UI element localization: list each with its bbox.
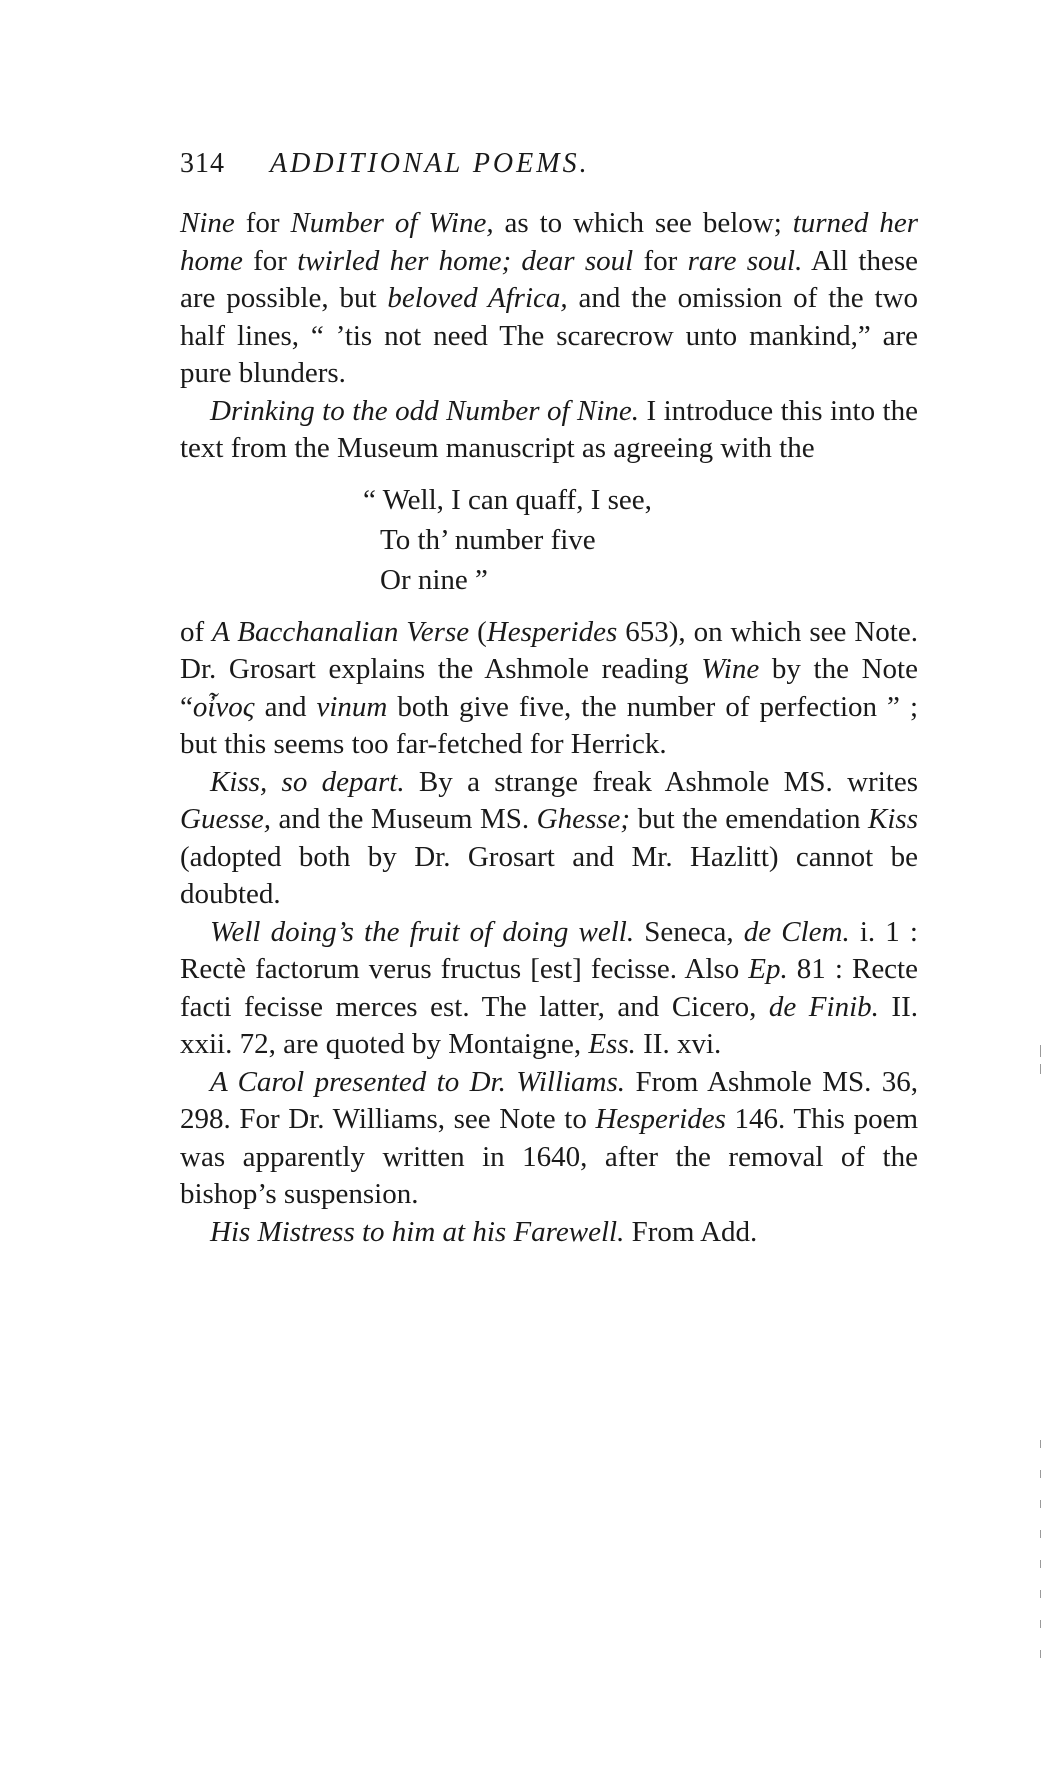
text-italic: Number of Wine,	[290, 207, 494, 239]
margin-scan-mark	[1040, 1650, 1041, 1658]
text-span: Seneca,	[634, 915, 744, 948]
text-italic: Kiss, so depart.	[210, 765, 405, 798]
body-text	[180, 205, 918, 1251]
text-italic: A Carol presented to Dr. Williams.	[210, 1065, 626, 1098]
text-italic: Ghesse;	[536, 803, 631, 835]
text-span: by the Note “	[180, 653, 918, 723]
text-span: All these are possible, but	[180, 244, 918, 314]
text-italic: Well doing’s the fruit of doing well.	[210, 915, 635, 948]
text-italic: rare soul.	[687, 244, 803, 277]
paragraph-well-doing	[180, 914, 918, 1064]
paragraph-nine-for-number	[180, 205, 918, 393]
text-span: of	[180, 615, 213, 648]
text-italic: Nine	[180, 207, 235, 239]
text-span: i. 1 : Rectè factorum verus fructus [est] fecisse. Also	[180, 915, 918, 985]
paragraph-bacchanalian-verse	[180, 614, 918, 764]
text-span: II. xvi.	[635, 1028, 722, 1060]
margin-scan-mark	[1040, 1590, 1041, 1598]
text-span: but the emendation	[630, 803, 869, 835]
text-span: for	[633, 244, 688, 277]
margin-scan-mark	[1040, 1500, 1041, 1508]
text-span: I introduce this into the text from the Museum manuscript as agreeing with the	[180, 394, 918, 464]
text-italic: οἶνος	[192, 690, 255, 723]
verse-quotation	[363, 480, 918, 600]
text-italic: Guesse,	[180, 803, 272, 835]
verse-line: Or nine ”	[380, 563, 488, 596]
text-span: (adopted both by Dr. Grosart and Mr. Hazlitt) cannot be doubted.	[180, 840, 918, 910]
verse-line: To th’ number five	[380, 523, 596, 556]
margin-scan-mark	[1040, 1064, 1041, 1074]
margin-scan-mark	[1040, 1560, 1041, 1568]
paragraph-his-mistress	[180, 1214, 918, 1252]
text-span: and the Museum MS.	[271, 803, 537, 835]
text-italic: de Finib.	[768, 990, 879, 1023]
text-italic: Ep.	[748, 953, 788, 985]
text-span: as to which see below;	[493, 207, 793, 239]
text-span: II. xxii. 72, are quoted by Montaigne,	[180, 990, 918, 1060]
text-italic: Ess.	[588, 1028, 636, 1060]
text-span: and the omission of the two half lines, “ ’tis not need The scarecrow unto mankind,” are pure blunders.	[180, 282, 919, 389]
text-italic: Hesperides	[595, 1103, 726, 1135]
text-italic: vinum	[316, 690, 388, 723]
paragraph-kiss-so-depart	[180, 764, 918, 914]
text-italic: Drinking to the odd Number of Nine.	[210, 394, 640, 427]
margin-scan-mark	[1040, 1620, 1041, 1628]
text-italic: Wine	[701, 653, 760, 685]
text-span: for	[234, 207, 291, 239]
text-span: 81 : Recte facti fecisse merces est. The latter, and Cicero,	[180, 953, 918, 1023]
page-header	[180, 148, 918, 184]
margin-scan-mark	[1040, 1440, 1041, 1448]
margin-scan-mark	[1040, 1045, 1041, 1057]
text-span: From Add.	[624, 1215, 758, 1248]
text-italic: twirled her home; dear soul	[297, 244, 634, 277]
paragraph-carol-dr-williams	[180, 1064, 918, 1214]
running-title: ADDITIONAL POEMS.	[270, 148, 590, 179]
paragraph-drinking-to-nine	[180, 393, 918, 468]
text-italic: Kiss	[868, 803, 918, 835]
text-italic: Hesperides	[486, 615, 618, 648]
margin-scan-mark	[1040, 1470, 1041, 1478]
text-italic: de Clem.	[743, 915, 850, 948]
text-span: 146. This poem was apparently written in 1640, after the removal of the bishop’s suspension.	[180, 1103, 919, 1210]
text-span: for	[242, 244, 298, 277]
page-number: 314	[180, 148, 225, 179]
verse-line: “ Well, I can quaff, I see,	[363, 483, 652, 516]
text-italic: A Bacchanalian Verse	[212, 615, 470, 648]
text-italic: His Mistress to him at his Farewell.	[210, 1215, 625, 1248]
text-span: and	[254, 690, 317, 723]
margin-scan-mark	[1040, 1530, 1041, 1538]
text-span: From Ashmole MS. 36, 298. For Dr. Williams, see Note to	[180, 1065, 919, 1135]
text-span: By a strange freak Ashmole MS. writes	[404, 765, 918, 798]
text-italic: turned her home	[180, 207, 919, 277]
text-span: (	[469, 615, 487, 648]
text-span: 653), on which see Note. Dr. Grosart explains the Ashmole reading	[180, 615, 918, 685]
text-span: both give five, the number of perfection ” ; but this seems too far-fetched for Herrick.	[180, 690, 919, 760]
text-italic: beloved Africa,	[387, 282, 568, 314]
